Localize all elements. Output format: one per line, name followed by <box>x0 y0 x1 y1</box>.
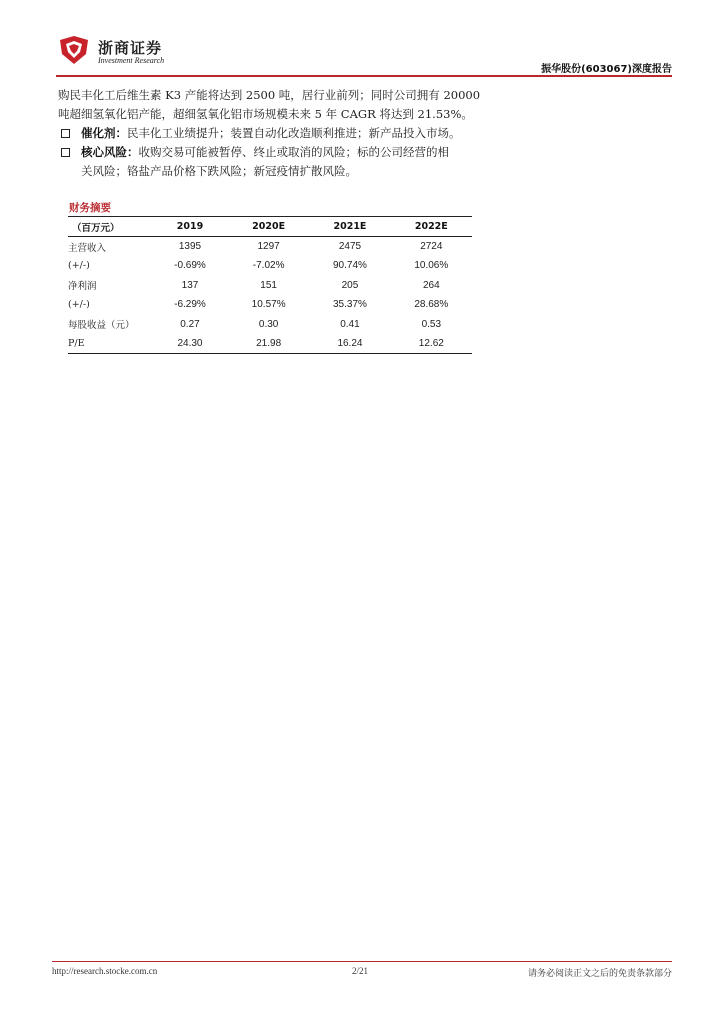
table-cell: 28.68% <box>414 299 449 311</box>
page-number: 2/21 <box>352 966 369 976</box>
financial-summary-table <box>68 216 472 354</box>
table-row <box>68 256 472 276</box>
bullet-text: 民丰化工业绩提升；装置自动化改造顺利推进；新产品投入市场。 <box>127 126 461 140</box>
table-cell: 264 <box>422 279 440 291</box>
table-cell: 24.30 <box>152 334 228 354</box>
bullet-key: 催化剂： <box>81 126 127 140</box>
bullet-risk <box>58 143 488 181</box>
financial-summary-title: 财务摘要 <box>69 202 111 214</box>
table-row <box>68 237 472 257</box>
bullet-text-cont: 关风险；铬盐产品价格下跌风险；新冠疫情扩散风险。 <box>81 164 357 178</box>
checkbox-bullet-icon <box>61 148 70 157</box>
table-cell: 1297 <box>257 241 280 252</box>
bullet-text: 收购交易可能被暂停、终止或取消的风险；标的公司经营的相 <box>138 145 449 159</box>
body-text <box>58 86 488 181</box>
table-cell: 1395 <box>178 241 202 252</box>
row-label: (+/-) <box>68 299 90 311</box>
table-cell: -0.69% <box>174 260 206 272</box>
year-header: 2022E <box>391 217 472 237</box>
table-cell: 0.53 <box>421 318 442 330</box>
table-cell: 16.24 <box>309 334 390 354</box>
footer-divider <box>52 961 672 962</box>
bullet-key: 核心风险： <box>81 145 139 159</box>
table-cell: 2475 <box>338 241 362 252</box>
logo-en-text: Investment Research <box>98 56 165 65</box>
table-cell: 12.62 <box>391 334 472 354</box>
table-row <box>68 315 472 335</box>
year-header: 2019 <box>152 217 228 237</box>
logo-cn-text: 浙商证券 <box>98 39 163 57</box>
row-label: 每股收益（元） <box>68 320 135 332</box>
footer-url-link[interactable]: http://research.stocke.com.cn <box>52 966 158 976</box>
bullet-catalyst <box>58 124 488 143</box>
table-cell: -6.29% <box>174 299 206 311</box>
row-label: 主营收入 <box>68 242 107 254</box>
year-header: 2021E <box>309 217 390 237</box>
paragraph-line: 购民丰化工后维生素 K3 产能将达到 2500 吨，居行业前列；同时公司拥有 20000 <box>58 88 481 102</box>
table-cell: 90.74% <box>333 260 367 272</box>
report-title: 振华股份(603067)深度报告 <box>541 64 672 75</box>
table-cell: 10.06% <box>414 260 449 272</box>
table-row <box>68 276 472 296</box>
row-label: 净利润 <box>68 281 97 293</box>
table-cell: 0.30 <box>258 318 279 330</box>
table-cell: 0.27 <box>180 318 200 330</box>
row-label: (+/-) <box>68 260 90 272</box>
table-header-row <box>68 217 472 237</box>
table-cell: 151 <box>260 279 277 291</box>
row-label: P/E <box>68 334 152 354</box>
paragraph-line: 吨超细氢氧化铝产能，超细氢氧化铝市场规模未来 5 年 CAGR 将达到 21.53%。 <box>58 107 473 121</box>
footer-disclaimer: 请务必阅读正文之后的免责条款部分 <box>527 969 672 979</box>
zheshang-logo-icon <box>56 34 92 66</box>
table-cell: 10.57% <box>251 299 286 311</box>
table-cell: 205 <box>341 279 359 291</box>
table-cell: -7.02% <box>252 260 285 272</box>
table-row <box>68 334 472 354</box>
header-divider <box>56 75 672 77</box>
table-cell: 35.37% <box>333 299 367 311</box>
unit-header: （百万元） <box>68 217 152 237</box>
page-header <box>56 34 672 76</box>
table-cell: 21.98 <box>228 334 309 354</box>
table-cell: 137 <box>181 279 199 291</box>
checkbox-bullet-icon <box>61 129 70 138</box>
table-row <box>68 295 472 315</box>
year-header: 2020E <box>228 217 309 237</box>
table-cell: 2724 <box>420 241 443 252</box>
table-cell: 0.41 <box>340 318 360 330</box>
